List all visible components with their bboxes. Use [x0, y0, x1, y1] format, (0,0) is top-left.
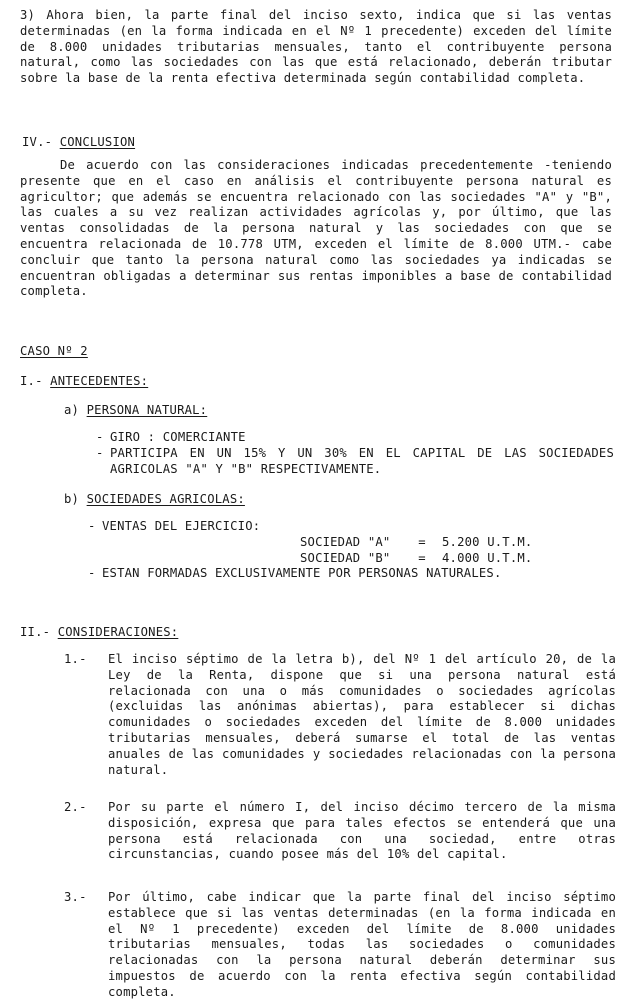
list-item-text: GIRO : COMERCIANTE [110, 430, 246, 444]
consideration-item [64, 890, 616, 1001]
section-iv-heading [22, 134, 135, 150]
sales-row [88, 535, 614, 551]
sub-b-title: SOCIEDADES AGRICOLAS: [86, 492, 245, 506]
list-item: - PARTICIPA EN UN 15% Y UN 30% EN EL CAPITAL DE LAS SOCIEDADES AGRICOLAS "A" Y "B" RESPECTIVAMENTE. [96, 445, 614, 476]
sociedades-list [88, 519, 614, 582]
sub-a-title: PERSONA NATURAL: [86, 403, 208, 417]
section-i-heading [20, 373, 148, 389]
consideration-item [64, 800, 616, 863]
list-item-text: ESTAN FORMADAS EXCLUSIVAMENTE POR PERSONAS NATURALES. [102, 566, 502, 581]
consideration-item [64, 652, 616, 778]
consideration-number: 3.- [64, 890, 87, 904]
sub-b-heading [64, 491, 245, 507]
caso-title: CASO Nº 2 [20, 344, 88, 358]
persona-natural-list [96, 430, 614, 477]
sales-equals: = [418, 550, 426, 565]
section-ii-number: II.- [20, 625, 51, 639]
sales-company-name: SOCIEDAD "A" [300, 534, 391, 549]
section-i-title: ANTECEDENTES: [50, 374, 149, 388]
consideration-text: El inciso séptimo de la letra b), del Nº 1 del artículo 20, de la Ley de la Renta, dispone que si una persona natural está relacionada con una o más comunidades o sociedades agrícolas (excluidas las anónimas abiertas), para establecer si dichas comunidades o sociedades exceden del límite de 8.000 unidades tributarias mensuales, deberá sumarse el total de las ventas anuales de las comunidades y sociedades relacionadas con la persona natural. [108, 652, 616, 777]
section-iv-title: CONCLUSION [59, 135, 136, 149]
conclusion-paragraph: De acuerdo con las consideraciones indicadas precedentemente -teniendo presente que en el caso en análisis el contribuyente persona natural es agricultor; que además se encuentra relacionado con las sociedades "A" y "B", las cuales a su vez realizan actividades agrícolas y, por último, que las ventas consolidadas de la persona natural y las sociedades con que se encuentra relacionada de 10.778 UTM, exceden el límite de 8.000 UTM.- cabe concluir que tanto la persona natural como las sociedades ya indicadas se encuentran obligadas a determinar sus rentas imponibles a base de contabilidad completa. [20, 158, 612, 299]
section-ii-title: CONSIDERACIONES: [57, 625, 179, 639]
consideration-number: 1.- [64, 652, 87, 666]
sales-label: VENTAS DEL EJERCICIO: [102, 519, 261, 533]
sub-a-label: a) [64, 403, 80, 417]
list-item: - GIRO : COMERCIANTE [96, 430, 614, 446]
list-item: - ESTAN FORMADAS EXCLUSIVAMENTE POR PERSONAS NATURALES. [88, 566, 614, 582]
sales-row [88, 551, 614, 567]
consideration-text: Por último, cabe indicar que la parte final del inciso séptimo establece que si las ventas determinadas (en la forma indicada en el Nº 1 precedente) exceden del límite de 8.000 unidades tributarias mensuales, todas las sociedades o comunidades relacionadas con la persona natural deberán determinar sus impuestos de acuerdo con la renta efectiva según contabilidad completa. [108, 890, 616, 999]
section-iv-number: IV.- [22, 135, 53, 149]
consideration-text: Por su parte el número I, del inciso décimo tercero de la misma disposición, expresa que para tales efectos se entenderá que una persona está relacionada con una sociedad, entre otras circunstancias, cuando posee más del 10% del capital. [108, 800, 616, 862]
list-item: - VENTAS DEL EJERCICIO: [88, 519, 614, 535]
section-ii-heading [20, 624, 178, 640]
paragraph-3: 3) Ahora bien, la parte final del inciso sexto, indica que si las ventas determinadas (en la forma indicada en el Nº 1 precedente) exceden del límite de 8.000 unidades tributarias mensuales, tanto el contribuyente persona natural, como las sociedades con las que está relacionado, deberán tributar sobre la base de la renta efectiva determinada según contabilidad completa. [20, 8, 612, 86]
sub-b-label: b) [64, 492, 80, 506]
sales-value: 4.000 U.T.M. [442, 550, 533, 565]
sales-value: 5.200 U.T.M. [442, 534, 533, 549]
sales-equals: = [418, 534, 426, 549]
sales-company-name: SOCIEDAD "B" [300, 550, 391, 565]
list-item-text: PARTICIPA EN UN 15% Y UN 30% EN EL CAPITAL DE LAS SOCIEDADES AGRICOLAS "A" Y "B" RESPECTIVAMENTE. [110, 445, 614, 476]
consideration-number: 2.- [64, 800, 87, 814]
section-i-number: I.- [20, 374, 43, 388]
sub-a-heading [64, 402, 207, 418]
